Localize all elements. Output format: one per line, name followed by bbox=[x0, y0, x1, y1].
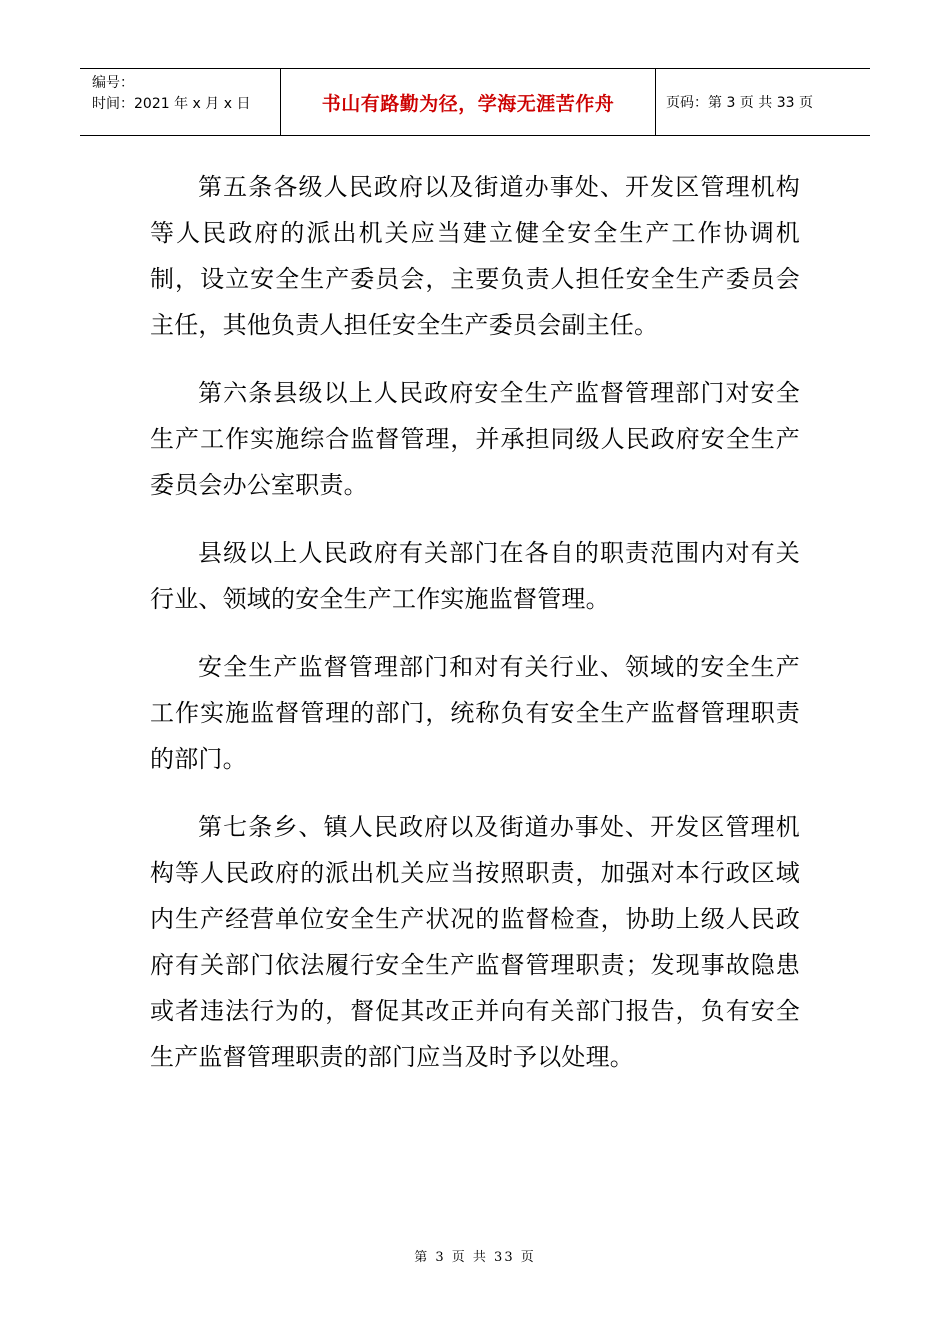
document-header bbox=[80, 68, 870, 136]
header-motto: 书山有路勤为径，学海无涯苦作舟 bbox=[321, 92, 615, 115]
paragraph: 第七条乡、镇人民政府以及街道办事处、开发区管理机构等人民政府的派出机关应当按照职责，加强对本行政区域内生产经营单位安全生产状况的监督检查，协助上级人民政府有关部门依法履行安全生产监督管理职责；发现事故隐患或者违法行为的，督促其改正并向有关部门报告，负有安全生产监督管理职责的部门应当及时予以处理。 bbox=[150, 813, 800, 1071]
document-time-label: 时间：2021 年 x 月 x 日 bbox=[92, 96, 251, 112]
header-motto-cell bbox=[281, 69, 656, 135]
paragraph: 安全生产监督管理部门和对有关行业、领域的安全生产工作实施监督管理的部门，统称负有安全生产监督管理职责的部门。 bbox=[150, 653, 800, 773]
document-number-label: 编号： bbox=[92, 75, 134, 91]
paragraph: 县级以上人民政府有关部门在各自的职责范围内对有关行业、领域的安全生产工作实施监督管理。 bbox=[150, 539, 800, 613]
page-footer bbox=[0, 1246, 950, 1265]
header-page-label: 页码：第 3 页 共 33 页 bbox=[666, 95, 813, 111]
document-body bbox=[150, 164, 800, 1102]
header-meta-cell bbox=[80, 69, 281, 135]
header-page-cell bbox=[656, 69, 870, 135]
paragraph: 第五条各级人民政府以及街道办事处、开发区管理机构等人民政府的派出机关应当建立健全安全生产工作协调机制，设立安全生产委员会，主要负责人担任安全生产委员会主任，其他负责人担任安全生产委员会副主任。 bbox=[150, 173, 800, 339]
paragraph: 第六条县级以上人民政府安全生产监督管理部门对安全生产工作实施综合监督管理，并承担同级人民政府安全生产委员会办公室职责。 bbox=[150, 379, 800, 499]
footer-page-number: 第 3 页 共 33 页 bbox=[414, 1250, 536, 1265]
